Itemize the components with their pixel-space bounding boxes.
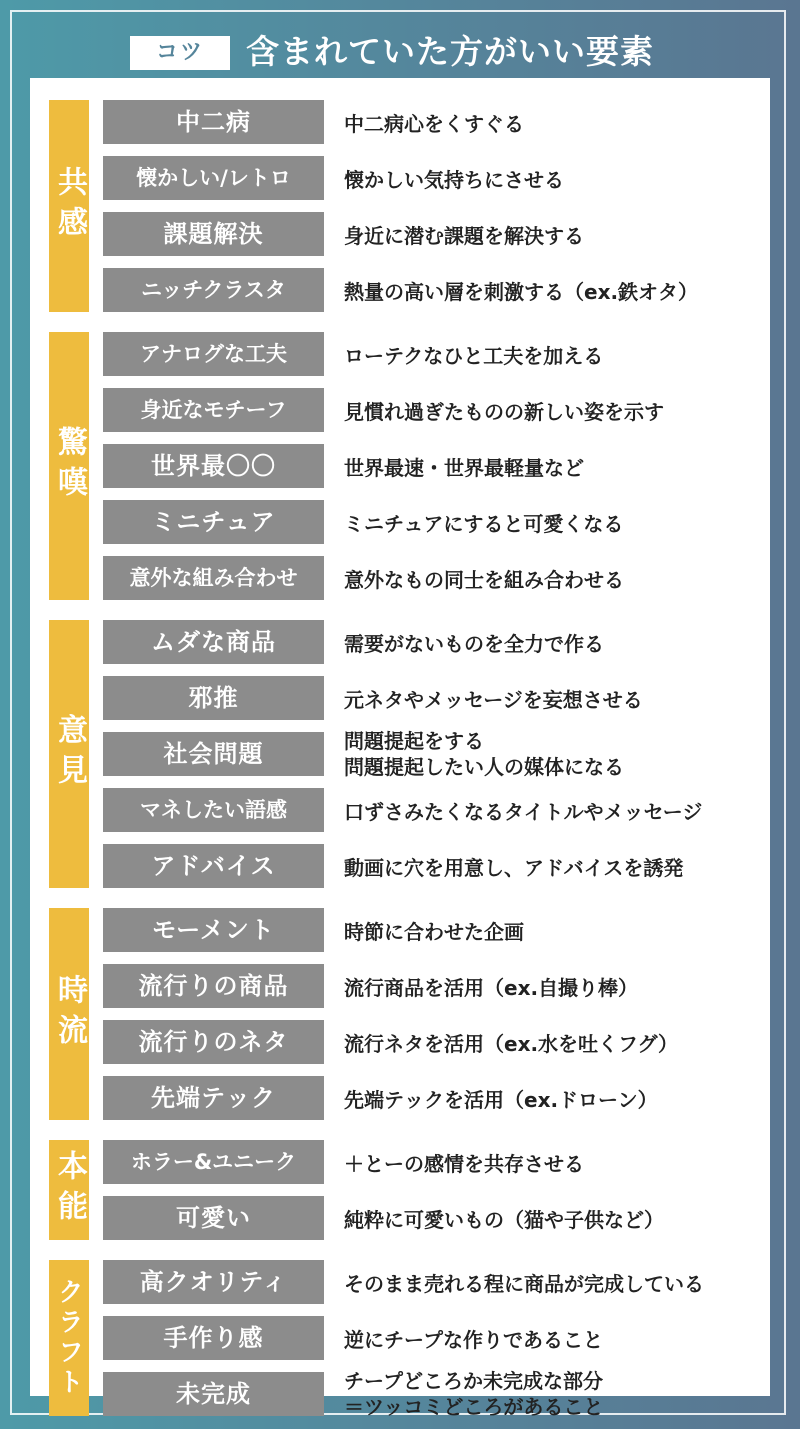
keyword-cell: 高クオリティ — [103, 1260, 324, 1304]
description-cell: ローテクなひと工夫を加える — [344, 343, 604, 368]
table-row — [30, 388, 770, 432]
category-label: 本能 — [49, 1140, 89, 1240]
description-cell: 身近に潜む課題を解決する — [344, 223, 584, 248]
table-row — [30, 844, 770, 888]
table-row — [30, 1140, 770, 1184]
category-label: 驚嘆 — [49, 332, 89, 600]
header — [0, 22, 800, 74]
keyword-cell: 課題解決 — [103, 212, 324, 256]
description-cell: 世界最速・世界最軽量など — [344, 455, 584, 480]
keyword-cell: 社会問題 — [103, 732, 324, 776]
description-cell: 中二病心をくすぐる — [344, 111, 524, 136]
table-row — [30, 444, 770, 488]
keyword-cell: ムダな商品 — [103, 620, 324, 664]
keyword-cell: 世界最〇〇 — [103, 444, 324, 488]
description-cell: 元ネタやメッセージを妄想させる — [344, 687, 643, 712]
description-cell: 流行商品を活用（ex.自撮り棒） — [344, 975, 639, 1000]
table-row — [30, 620, 770, 664]
table-row — [30, 100, 770, 144]
description-cell: 動画に穴を用意し、アドバイスを誘発 — [344, 855, 684, 880]
category-label: 時流 — [49, 908, 89, 1120]
description-cell: ミニチュアにすると可愛くなる — [344, 511, 624, 536]
keyword-cell: 意外な組み合わせ — [103, 556, 324, 600]
description-cell — [344, 1369, 764, 1419]
table-row — [30, 964, 770, 1008]
description-line: ＝ツッコミどころがあること — [344, 1395, 604, 1419]
keyword-cell: 手作り感 — [103, 1316, 324, 1360]
keyword-cell: マネしたい語感 — [103, 788, 324, 832]
description-cell: 熱量の高い層を刺激する（ex.鉄オタ） — [344, 279, 699, 304]
table-row — [30, 268, 770, 312]
category-label: 意見 — [49, 620, 89, 888]
description-line: 問題提起したい人の媒体になる — [344, 755, 624, 779]
keyword-cell: 可愛い — [103, 1196, 324, 1240]
keyword-cell: ニッチクラスタ — [103, 268, 324, 312]
keyword-cell: 身近なモチーフ — [103, 388, 324, 432]
keyword-cell: 未完成 — [103, 1372, 324, 1416]
keyword-cell: 懐かしい/レトロ — [103, 156, 324, 200]
description-cell: そのまま売れる程に商品が完成している — [344, 1271, 704, 1296]
description-cell: 純粋に可愛いもの（猫や子供など） — [344, 1207, 664, 1232]
description-cell: 見慣れ過ぎたものの新しい姿を示す — [344, 399, 664, 424]
table-row — [30, 1076, 770, 1120]
keyword-cell: アナログな工夫 — [103, 332, 324, 376]
keyword-cell: 邪推 — [103, 676, 324, 720]
table-row — [30, 1196, 770, 1240]
header-tag: コツ — [130, 36, 230, 70]
table-row — [30, 156, 770, 200]
table-row — [30, 1316, 770, 1360]
keyword-cell: 中二病 — [103, 100, 324, 144]
description-line: 問題提起をする — [344, 729, 484, 753]
keyword-cell: 先端テック — [103, 1076, 324, 1120]
keyword-cell: ミニチュア — [103, 500, 324, 544]
description-cell: ＋とーの感情を共存させる — [344, 1151, 584, 1176]
table-row — [30, 556, 770, 600]
keyword-cell: アドバイス — [103, 844, 324, 888]
description-cell: 時節に合わせた企画 — [344, 919, 524, 944]
page-title: 含まれていた方がいい要素 — [246, 32, 654, 71]
table-row — [30, 1369, 770, 1419]
description-cell: 流行ネタを活用（ex.水を吐くフグ） — [344, 1031, 679, 1056]
description-cell: 先端テックを活用（ex.ドローン） — [344, 1087, 658, 1112]
description-cell: 口ずさみたくなるタイトルやメッセージ — [344, 799, 703, 824]
description-cell: 逆にチープな作りであること — [344, 1327, 603, 1352]
table-row — [30, 908, 770, 952]
table-row — [30, 500, 770, 544]
category-label: 共感 — [49, 100, 89, 312]
table-row — [30, 788, 770, 832]
table-row — [30, 1260, 770, 1304]
keyword-cell: モーメント — [103, 908, 324, 952]
description-cell: 懐かしい気持ちにさせる — [344, 167, 564, 192]
category-label: クラフト — [49, 1260, 89, 1416]
table-row — [30, 1020, 770, 1064]
keyword-cell: ホラー&ユニーク — [103, 1140, 324, 1184]
keyword-cell: 流行りのネタ — [103, 1020, 324, 1064]
table-row — [30, 212, 770, 256]
description-cell: 需要がないものを全力で作る — [344, 631, 604, 656]
table-row — [30, 676, 770, 720]
keyword-cell: 流行りの商品 — [103, 964, 324, 1008]
description-cell — [344, 729, 764, 779]
description-line: チープどころか未完成な部分 — [344, 1369, 603, 1393]
elements-table — [30, 78, 770, 1419]
description-cell: 意外なもの同士を組み合わせる — [344, 567, 624, 592]
table-row — [30, 332, 770, 376]
table-row — [30, 729, 770, 779]
